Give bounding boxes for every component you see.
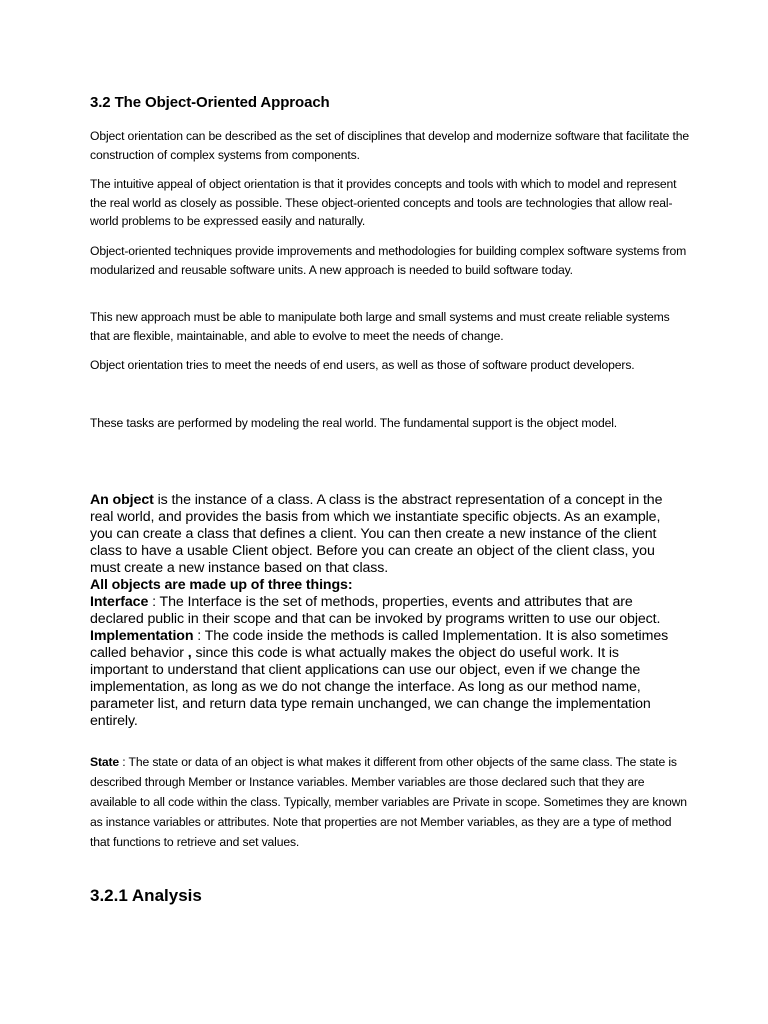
interface-term: Interface <box>90 594 149 610</box>
object-definition <box>90 492 680 577</box>
paragraph-3: Object-oriented techniques provide improvements and methodologies for building complex software systems from modularized and reusable software units. A new approach is needed to build software today. <box>90 244 687 277</box>
paragraph-1: Object orientation can be described as the set of disciplines that develop and modernize software that facilitate the construction of complex systems from components. <box>90 129 689 162</box>
state-term: State <box>90 755 120 769</box>
paragraph-6: These tasks are performed by modeling the real world. The fundamental support is the object model. <box>90 416 618 430</box>
paragraph-5: Object orientation tries to meet the needs of end users, as well as those of software product developers. <box>90 358 635 372</box>
object-term: An object <box>90 492 154 508</box>
interface-text: : The Interface is the set of methods, properties, events and attributes that are declared public in their scope and that can be invoked by programs written to use our object. <box>90 594 661 627</box>
implementation-text-a: : The code inside the methods is called Implementation. It is also sometimes called behavior <box>90 628 669 661</box>
state-definition <box>90 752 690 852</box>
paragraph-2: The intuitive appeal of object orientation is that it provides concepts and tools with which to model and represent the real world as closely as possible. These object-oriented concepts and tools are technologies that allow real-world problems to be expressed easily and naturally. <box>90 177 677 229</box>
paragraph-4: This new approach must be able to manipulate both large and small systems and must create reliable systems that are flexible, maintainable, and able to evolve to meet the needs of change. <box>90 310 670 343</box>
implementation-text-b: since this code is what actually makes the object do useful work. It is important to understand that client applications can use our object, even if we change the implementation, as long as we do not change the interface. As long as our method name, parameter list, and return data type remain unchanged, we can change the implementation entirely. <box>90 645 651 729</box>
subsection-heading: 3.2.1 Analysis <box>90 886 202 905</box>
object-definition-block <box>90 492 680 730</box>
three-things-heading: All objects are made up of three things: <box>90 577 353 593</box>
implementation-definition <box>90 628 680 730</box>
implementation-comma: , <box>187 645 192 661</box>
section-heading: 3.2 The Object-Oriented Approach <box>90 94 330 111</box>
implementation-term: Implementation <box>90 628 194 644</box>
interface-definition <box>90 594 680 628</box>
state-text: : The state or data of an object is what makes it different from other objects of the same class. The state is described through Member or Instance variables. Member variables are those declared such that they are available to all code within the class. Typically, member variables are Private in scope. Sometimes they are known as instance variables or attributes. Note that properties are not Member variables, as they are a type of method that functions to retrieve and set values. <box>90 755 687 849</box>
object-text: is the instance of a class. A class is the abstract representation of a concept in the real world, and provides the basis from which we instantiate specific objects. As an example, you can create a class that defines a client. You can then create a new instance of the client class to have a usable Client object. Before you can create an object of the client class, you must create a new instance based on that class. <box>90 492 663 576</box>
